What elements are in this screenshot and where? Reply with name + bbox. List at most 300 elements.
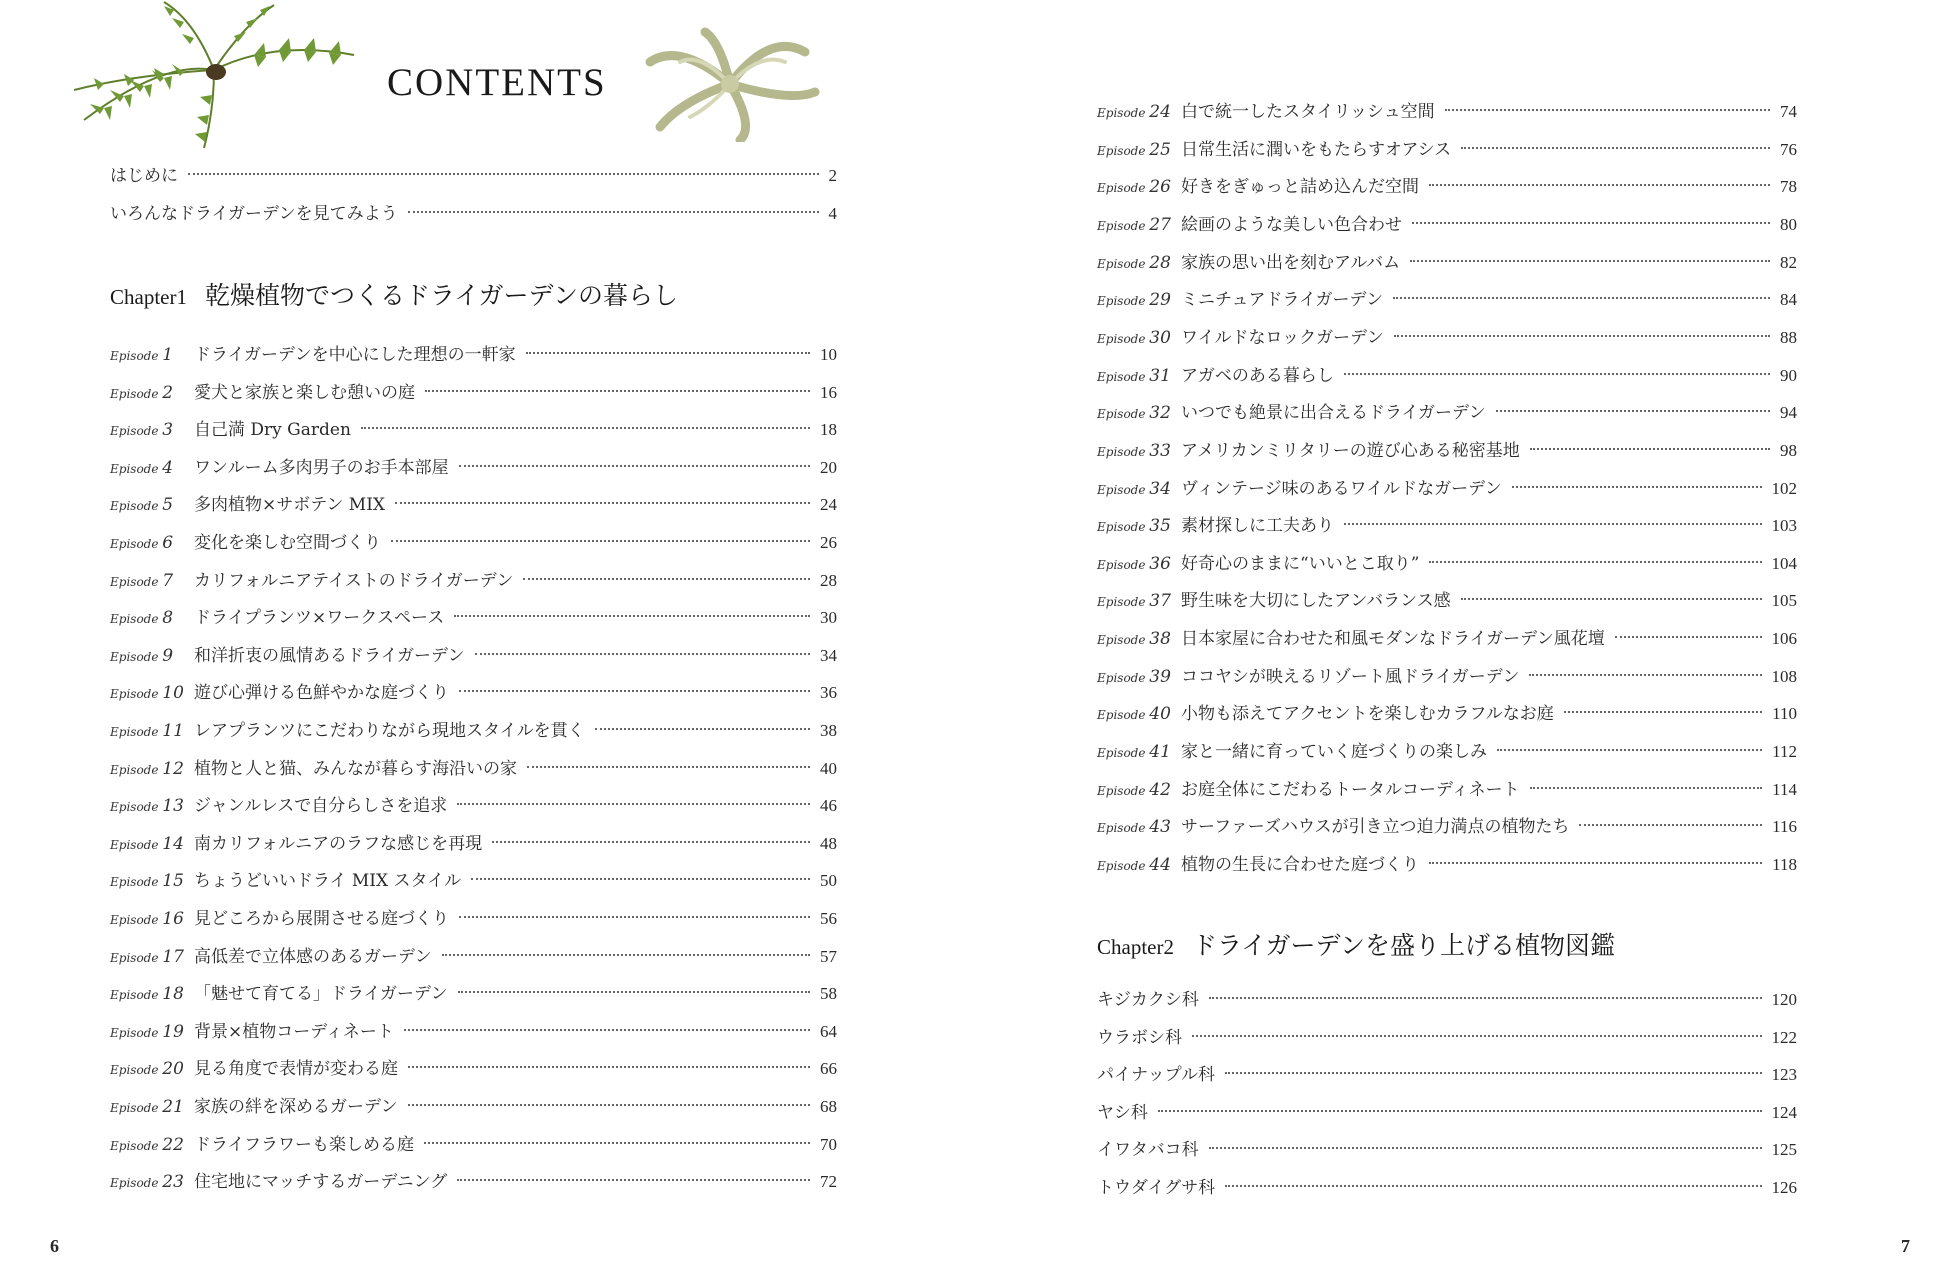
episode-number: [110, 571, 194, 591]
episode-prefix: Episode: [1097, 708, 1146, 723]
toc-episode-row[interactable]: [1097, 511, 1797, 541]
toc-episode-row[interactable]: [110, 528, 837, 558]
episode-page: 58: [820, 984, 837, 1004]
episode-page: 84: [1780, 290, 1797, 310]
toc-plant-family-row[interactable]: [1097, 1098, 1797, 1128]
plant-family-page: 126: [1771, 1178, 1797, 1197]
episode-prefix: Episode: [110, 1176, 159, 1191]
episode-page: 57: [820, 946, 837, 966]
episode-num: 30: [1149, 327, 1171, 348]
episode-prefix: Episode: [110, 762, 159, 777]
plant-family-page: 125: [1771, 1140, 1797, 1160]
episode-title: 植物と人と猫、みんなが暮らす海沿いの家: [194, 758, 517, 779]
episode-title: 南カリフォルニアのラフな感じを再現: [194, 833, 483, 854]
episode-prefix: Episode: [1097, 218, 1146, 233]
episode-number: [110, 1097, 194, 1117]
episode-page: 10: [820, 345, 837, 364]
episode-page: 16: [820, 382, 837, 402]
episode-page: 102: [1771, 478, 1797, 498]
toc-episode-row[interactable]: [110, 415, 837, 445]
episode-page: 116: [1772, 817, 1797, 837]
leader-dots: [424, 1141, 810, 1144]
episode-num: 39: [1149, 666, 1171, 687]
episode-page: 118: [1772, 855, 1797, 874]
episode-prefix: Episode: [110, 1025, 159, 1040]
episode-num: 28: [1149, 252, 1171, 273]
episode-page: 34: [820, 645, 837, 665]
episode-prefix: Episode: [1097, 557, 1146, 572]
episode-num: 33: [1149, 440, 1171, 461]
leader-dots: [361, 426, 810, 429]
toc-episode-row[interactable]: [1097, 662, 1797, 692]
toc-episode-row[interactable]: [110, 1130, 837, 1160]
leader-dots: [523, 577, 810, 580]
episode-page: 74: [1780, 102, 1797, 121]
episode-prefix: Episode: [110, 461, 159, 476]
plant-family-title: キジカクシ科: [1097, 990, 1199, 1010]
episode-title: 多肉植物×サボテン MIX: [194, 495, 386, 516]
plant-family-page: 124: [1771, 1102, 1797, 1122]
episode-prefix: Episode: [110, 612, 159, 627]
episode-page: 48: [820, 833, 837, 853]
episode-num: 17: [162, 946, 184, 967]
episode-num: 18: [162, 984, 184, 1005]
leader-dots: [408, 1103, 810, 1106]
episode-number: [110, 871, 194, 891]
episode-num: 31: [1149, 365, 1171, 386]
episode-num: 34: [1149, 478, 1171, 499]
leader-dots: [1529, 673, 1761, 676]
contents-title: CONTENTS: [387, 61, 607, 104]
episode-page: 56: [820, 909, 837, 928]
episode-prefix: Episode: [110, 837, 159, 852]
episode-num: 7: [162, 570, 174, 591]
leader-dots: [1344, 372, 1770, 375]
episode-number: [1097, 441, 1181, 461]
episode-title: ドライフラワーも楽しめる庭: [194, 1134, 414, 1155]
episode-title: ワイルドなロックガーデン: [1181, 327, 1384, 348]
toc-episode-row[interactable]: [1097, 699, 1797, 729]
chapter-title: ドライガーデンを盛り上げる植物図鑑: [1191, 931, 1615, 960]
toc-episode-row[interactable]: [110, 1054, 837, 1084]
episode-num: 42: [1149, 779, 1171, 800]
leader-dots: [1158, 1109, 1762, 1112]
episode-number: [1097, 215, 1181, 235]
toc-episode-row[interactable]: [110, 678, 837, 708]
episode-title: 植物の生長に合わせた庭づくり: [1181, 855, 1419, 875]
episode-page: 88: [1780, 327, 1797, 347]
episode-num: 32: [1149, 403, 1171, 424]
toc-episode-row[interactable]: [110, 979, 837, 1009]
episode-prefix: Episode: [1097, 256, 1146, 271]
leader-dots: [1225, 1184, 1761, 1187]
toc-episode-row[interactable]: [1097, 474, 1797, 504]
toc-episode-row[interactable]: [1097, 361, 1797, 391]
toc-episode-row[interactable]: [1097, 436, 1797, 466]
episode-num: 3: [162, 420, 174, 441]
plant-family-page: 122: [1771, 1027, 1797, 1047]
leader-dots: [391, 539, 810, 542]
episode-page: 36: [820, 683, 837, 703]
toc-episode-row[interactable]: [110, 378, 837, 408]
episode-page: 103: [1771, 516, 1797, 536]
episode-num: 44: [1149, 855, 1171, 875]
leader-dots: [404, 1028, 810, 1031]
episode-page: 40: [820, 758, 837, 778]
episode-page: 20: [820, 457, 837, 477]
right-page: [975, 0, 1950, 1285]
leader-dots: [1512, 485, 1762, 488]
leader-dots: [1429, 861, 1762, 864]
episode-prefix: Episode: [110, 537, 159, 551]
toc-episode-row[interactable]: [1097, 285, 1797, 315]
toc-episode-row[interactable]: [1097, 97, 1797, 127]
episode-num: 14: [162, 833, 184, 854]
leader-dots: [425, 389, 810, 392]
episode-number: [1097, 704, 1181, 724]
episode-prefix: Episode: [1097, 633, 1146, 648]
episode-title: 野生味を大切にしたアンバランス感: [1181, 591, 1451, 612]
episode-num: 43: [1149, 817, 1171, 838]
episode-title: 小物も添えてアクセントを楽しむカラフルなお庭: [1181, 704, 1554, 725]
episode-title: 自己満 Dry Garden: [194, 420, 351, 441]
episode-title: ジャンルレスで自分らしさを追求: [194, 796, 448, 817]
episode-page: 76: [1780, 139, 1797, 159]
plant-family-title: トウダイグサ科: [1097, 1178, 1216, 1198]
episode-page: 82: [1780, 252, 1797, 272]
episode-title: 和洋折衷の風情あるドライガーデン: [194, 645, 465, 666]
leader-dots: [1344, 522, 1762, 525]
toc-entry-page: 4: [828, 204, 837, 223]
episode-number: [110, 796, 194, 816]
episode-number: [1097, 516, 1181, 536]
toc-entry-intro[interactable]: [110, 161, 837, 191]
episode-title: ドライガーデンを中心にした理想の一軒家: [194, 345, 516, 365]
leader-dots: [1496, 409, 1770, 412]
episode-prefix: Episode: [110, 1101, 159, 1115]
leader-dots: [1410, 259, 1770, 262]
toc-episode-row[interactable]: [110, 716, 837, 746]
episode-title: 家と一緒に育っていく庭づくりの楽しみ: [1181, 742, 1487, 763]
episode-title: サーファーズハウスが引き立つ迫力満点の植物たち: [1181, 817, 1570, 838]
episode-prefix: Episode: [1097, 294, 1146, 309]
episode-number: [1097, 667, 1181, 687]
toc-episode-row[interactable]: [110, 566, 837, 596]
episode-prefix: Episode: [110, 687, 159, 702]
episode-title: 絵画のような美しい色合わせ: [1181, 214, 1402, 235]
episode-prefix: Episode: [110, 649, 159, 664]
episode-number: [110, 683, 194, 703]
episode-title: カリフォルニアテイストのドライガーデン: [194, 570, 514, 591]
episode-num: 40: [1149, 704, 1171, 725]
episode-page: 68: [820, 1097, 837, 1116]
episode-num: 38: [1149, 629, 1171, 650]
leader-dots: [1209, 996, 1762, 999]
episode-prefix: Episode: [110, 725, 159, 739]
episode-num: 27: [1149, 214, 1171, 235]
chapter-label: Chapter1: [110, 285, 187, 309]
leader-dots: [458, 990, 810, 993]
episode-number: [1097, 177, 1181, 197]
toc-episode-row[interactable]: [110, 1167, 837, 1197]
leader-dots: [457, 802, 810, 805]
episode-num: 13: [162, 796, 184, 817]
episode-number: [1097, 591, 1181, 611]
leader-dots: [526, 351, 810, 354]
leader-dots: [442, 953, 810, 956]
leader-dots: [459, 689, 810, 692]
plant-family-title: パイナップル科: [1097, 1065, 1215, 1086]
episode-title: アメリカンミリタリーの遊び心ある秘密基地: [1181, 440, 1520, 461]
episode-title: 住宅地にマッチするガーデニング: [194, 1172, 448, 1193]
leader-dots: [1412, 221, 1770, 224]
leader-dots: [1445, 108, 1770, 111]
toc-episode-row[interactable]: [110, 791, 837, 821]
toc-plant-family-row[interactable]: [1097, 1023, 1797, 1053]
toc-episode-row[interactable]: [110, 340, 837, 370]
episode-prefix: Episode: [1097, 821, 1146, 836]
toc-plant-family-row[interactable]: [1097, 1135, 1797, 1165]
air-plant-illustration: [620, 22, 840, 142]
episode-num: 4: [162, 457, 174, 478]
toc-episode-row[interactable]: [1097, 586, 1797, 616]
episode-number: [110, 1172, 194, 1192]
episode-number: [110, 834, 194, 854]
toc-episode-row[interactable]: [110, 904, 837, 934]
episode-title: 日本家屋に合わせた和風モダンなドライガーデン風花壇: [1181, 629, 1605, 650]
leader-dots: [1564, 710, 1762, 713]
episode-num: 23: [162, 1172, 184, 1193]
toc-plant-family-row[interactable]: [1097, 1173, 1797, 1203]
episode-number: [110, 345, 194, 365]
episode-prefix: Episode: [110, 1063, 159, 1078]
episode-number: [110, 458, 194, 478]
episode-number: [1097, 629, 1181, 649]
leader-dots: [1615, 635, 1762, 638]
toc-episode-row[interactable]: [110, 641, 837, 671]
episode-prefix: Episode: [1097, 783, 1146, 798]
plant-family-title: ヤシ科: [1097, 1102, 1148, 1123]
episode-num: 29: [1149, 290, 1171, 311]
episode-prefix: Episode: [1097, 746, 1146, 761]
episode-prefix: Episode: [110, 988, 159, 1003]
episode-title: 家族の絆を深めるガーデン: [194, 1097, 398, 1117]
toc-episode-row[interactable]: [110, 829, 837, 859]
episode-page: 112: [1772, 742, 1797, 762]
toc-episode-row[interactable]: [1097, 135, 1797, 165]
episode-title: 家族の思い出を刻むアルバム: [1181, 252, 1401, 273]
plant-family-title: ウラボシ科: [1097, 1027, 1182, 1048]
plant-family-title: イワタバコ科: [1097, 1140, 1199, 1161]
episode-num: 36: [1149, 553, 1171, 574]
episode-page: 104: [1771, 553, 1797, 573]
episode-num: 35: [1149, 516, 1171, 537]
leader-dots: [492, 840, 810, 843]
episode-number: [110, 984, 194, 1004]
episode-num: 22: [162, 1134, 184, 1155]
episode-page: 114: [1772, 779, 1797, 799]
chapter-title: 乾燥植物でつくるドライガーデンの暮らし: [204, 281, 678, 310]
episode-title: 日常生活に潤いをもたらすオアシス: [1181, 139, 1452, 160]
leader-dots: [408, 210, 819, 213]
episode-number: [110, 909, 194, 929]
leader-dots: [454, 614, 810, 617]
toc-episode-row[interactable]: [110, 1017, 837, 1047]
episode-number: [1097, 140, 1181, 160]
toc-episode-row[interactable]: [110, 866, 837, 896]
toc-episode-row[interactable]: [1097, 210, 1797, 240]
leader-dots: [395, 501, 810, 504]
episode-prefix: Episode: [110, 574, 159, 589]
toc-plant-family-row[interactable]: [1097, 1060, 1797, 1090]
leader-dots: [475, 652, 810, 655]
episode-number: [110, 420, 194, 440]
toc-episode-row[interactable]: [1097, 850, 1797, 880]
episode-num: 25: [1149, 139, 1171, 160]
episode-title: 遊び心弾ける色鮮やかな庭づくり: [194, 683, 449, 704]
toc-episode-row[interactable]: [110, 490, 837, 520]
episode-title: 背景×植物コーディネート: [194, 1021, 394, 1042]
chapter-label: Chapter2: [1097, 935, 1174, 959]
episode-num: 12: [162, 758, 184, 779]
episode-title: お庭全体にこだわるトータルコーディネート: [1181, 779, 1520, 800]
episode-prefix: Episode: [110, 875, 159, 890]
episode-page: 66: [820, 1059, 837, 1079]
episode-num: 11: [162, 721, 184, 741]
toc-episode-row[interactable]: [110, 603, 837, 633]
episode-prefix: Episode: [1097, 595, 1146, 610]
episode-prefix: Episode: [1097, 407, 1146, 422]
chapter1-heading: [110, 276, 678, 312]
episode-num: 9: [162, 645, 174, 666]
episode-title: 見どころから展開させる庭づくり: [194, 909, 449, 929]
leader-dots: [1461, 146, 1770, 149]
episode-title: 変化を楽しむ空間づくり: [194, 533, 381, 553]
leader-dots: [1394, 334, 1770, 337]
fern-plant-illustration: [74, 0, 374, 150]
toc-episode-row[interactable]: [1097, 775, 1797, 805]
leader-dots: [1192, 1034, 1762, 1037]
episode-prefix: Episode: [110, 800, 159, 815]
leader-dots: [1209, 1146, 1762, 1149]
leader-dots: [1530, 786, 1762, 789]
episode-number: [110, 383, 194, 403]
toc-episode-row[interactable]: [110, 1092, 837, 1122]
episode-prefix: Episode: [110, 349, 159, 363]
episode-title: 白で統一したスタイリッシュ空間: [1181, 102, 1435, 122]
leader-dots: [1579, 823, 1762, 826]
episode-prefix: Episode: [1097, 143, 1146, 158]
toc-episode-row[interactable]: [1097, 812, 1797, 842]
episode-number: [1097, 328, 1181, 348]
episode-prefix: Episode: [1097, 369, 1146, 384]
episode-number: [1097, 253, 1181, 273]
toc-episode-row[interactable]: [1097, 737, 1797, 767]
episode-page: 24: [820, 495, 837, 515]
toc-episode-row[interactable]: [1097, 248, 1797, 278]
episode-title: 好奇心のままに“いいとこ取り”: [1181, 553, 1420, 574]
episode-prefix: Episode: [110, 386, 159, 401]
leader-dots: [459, 915, 810, 918]
episode-prefix: Episode: [110, 1138, 159, 1153]
episode-number: [110, 1135, 194, 1155]
episode-num: 21: [162, 1097, 184, 1117]
leader-dots: [1429, 183, 1770, 186]
episode-num: 16: [162, 909, 184, 929]
episode-prefix: Episode: [110, 424, 159, 439]
toc-plant-family-row[interactable]: [1097, 985, 1797, 1015]
leader-dots: [527, 765, 810, 768]
episode-title: いつでも絶景に出合えるドライガーデン: [1181, 403, 1486, 424]
episode-title: ヴィンテージ味のあるワイルドなガーデン: [1181, 478, 1502, 499]
toc-episode-row[interactable]: [110, 453, 837, 483]
episode-page: 78: [1780, 177, 1797, 197]
leader-dots: [595, 727, 810, 730]
episode-page: 50: [820, 871, 837, 891]
episode-number: [1097, 554, 1181, 574]
toc-episode-row[interactable]: [110, 754, 837, 784]
plant-family-page: 120: [1771, 990, 1797, 1009]
episode-num: 26: [1149, 177, 1171, 198]
toc-episode-row[interactable]: [1097, 323, 1797, 353]
toc-episode-row[interactable]: [1097, 549, 1797, 579]
episode-title: ココヤシが映えるリゾート風ドライガーデン: [1181, 666, 1520, 687]
episode-title: ちょうどいいドライ MIX スタイル: [194, 871, 462, 892]
episode-number: [1097, 290, 1181, 310]
episode-page: 70: [820, 1134, 837, 1154]
episode-number: [110, 1059, 194, 1079]
episode-title: 「魅せて育てる」ドライガーデン: [194, 984, 448, 1005]
episode-num: 41: [1149, 742, 1171, 763]
episode-number: [110, 947, 194, 967]
episode-prefix: Episode: [1097, 181, 1146, 196]
episode-number: [1097, 102, 1181, 122]
episode-title: 好きをぎゅっと詰め込んだ空間: [1181, 177, 1419, 198]
page-number-left: 6: [50, 1236, 59, 1256]
episode-page: 108: [1771, 666, 1797, 686]
episode-num: 5: [162, 495, 174, 516]
episode-page: 28: [820, 570, 837, 590]
episode-title: ドライプランツ×ワークスペース: [194, 608, 445, 629]
episode-page: 105: [1771, 591, 1797, 611]
episode-number: [110, 1022, 194, 1042]
toc-episode-row[interactable]: [110, 942, 837, 972]
episode-number: [1097, 403, 1181, 423]
episode-prefix: Episode: [1097, 520, 1146, 535]
episode-number: [1097, 742, 1181, 762]
leader-dots: [188, 172, 819, 175]
episode-page: 18: [820, 420, 837, 440]
episode-num: 24: [1149, 102, 1171, 122]
episode-prefix: Episode: [110, 499, 159, 514]
leader-dots: [1461, 597, 1762, 600]
episode-number: [110, 721, 194, 741]
episode-number: [1097, 780, 1181, 800]
episode-num: 2: [162, 382, 174, 403]
leader-dots: [457, 1178, 810, 1181]
episode-page: 90: [1780, 365, 1797, 385]
episode-page: 64: [820, 1021, 837, 1041]
episode-prefix: Episode: [1097, 106, 1146, 120]
episode-number: [1097, 817, 1181, 837]
toc-episode-row[interactable]: [1097, 172, 1797, 202]
leader-dots: [408, 1065, 810, 1068]
toc-episode-row[interactable]: [1097, 624, 1797, 654]
plant-family-page: 123: [1771, 1065, 1797, 1085]
episode-number: [1097, 855, 1181, 875]
toc-entry-gallery[interactable]: [110, 199, 837, 229]
toc-episode-row[interactable]: [1097, 398, 1797, 428]
